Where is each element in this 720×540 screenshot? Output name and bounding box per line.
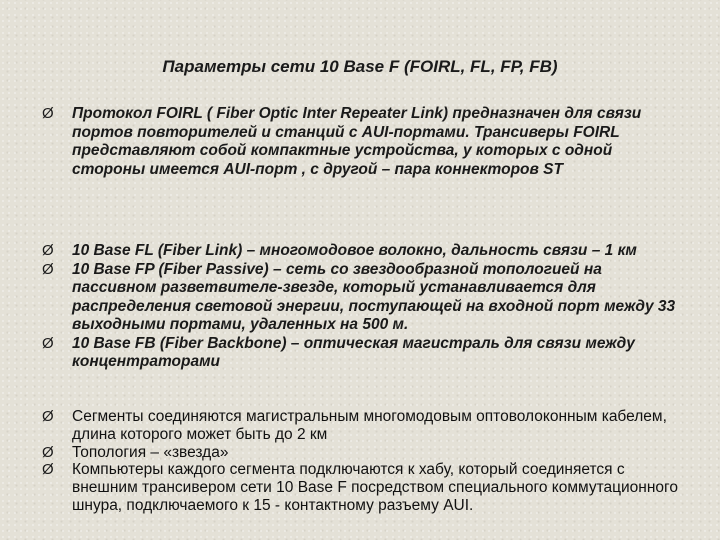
arrow-bullet-icon: Ø bbox=[42, 334, 54, 352]
slide-title: Параметры сети 10 Base F (FOIRL, FL, FP, FB) bbox=[162, 57, 558, 76]
bullet-list-variants bbox=[0, 242, 720, 372]
bullet-item bbox=[0, 408, 720, 444]
bullet-text: Компьютеры каждого сегмента подключаются к хабу, который соединяется с внешним трансивером сети 10 Base F посредством специального коммутационного шнура, подключаемого к 15 - контактному разъему AUI. bbox=[72, 461, 678, 514]
bullet-item bbox=[0, 242, 720, 261]
arrow-bullet-icon: Ø bbox=[42, 242, 54, 259]
bullet-list-foirl bbox=[0, 105, 720, 179]
bullet-text: Сегменты соединяются магистральным многомодовым оптоволоконным кабелем, длина которого может быть до 2 км bbox=[72, 408, 667, 443]
arrow-bullet-icon: Ø bbox=[42, 105, 54, 122]
bullet-text: 10 Base FP (Fiber Passive) – сеть со звездообразной топологией на пассивном разветвителе-звезде, который устанавливается для распределения световой энергии, поступающей на входной порт между 33 выходными портами, удаленных на 500 м. bbox=[72, 260, 676, 333]
bullet-item bbox=[0, 444, 720, 462]
bullet-text: Топология – «звезда» bbox=[72, 443, 229, 461]
bullet-item bbox=[0, 105, 720, 179]
arrow-bullet-icon: Ø bbox=[42, 260, 54, 278]
bullet-text: 10 Base FB (Fiber Backbone) – оптическая магистраль для связи между концентраторами bbox=[72, 334, 635, 370]
bullet-text: Протокол FOIRL ( Fiber Optic Inter Repeater Link) предназначен для связи портов повторителей и станций с AUI-портами. Трансиверы FOIRL представляют собой компактные устройства, у которых с одной стороны имеется AUI-порт , с другой – пара коннекторов ST bbox=[72, 105, 642, 178]
bullet-item bbox=[0, 261, 720, 335]
bullet-list-segments bbox=[0, 408, 720, 515]
arrow-bullet-icon: Ø bbox=[42, 408, 54, 425]
arrow-bullet-icon: Ø bbox=[42, 443, 54, 461]
bullet-item bbox=[0, 335, 720, 372]
bullet-text: 10 Base FL (Fiber Link) – многомодовое волокно, дальность связи – 1 км bbox=[72, 242, 637, 259]
bullet-item bbox=[0, 461, 720, 514]
arrow-bullet-icon: Ø bbox=[42, 461, 54, 479]
